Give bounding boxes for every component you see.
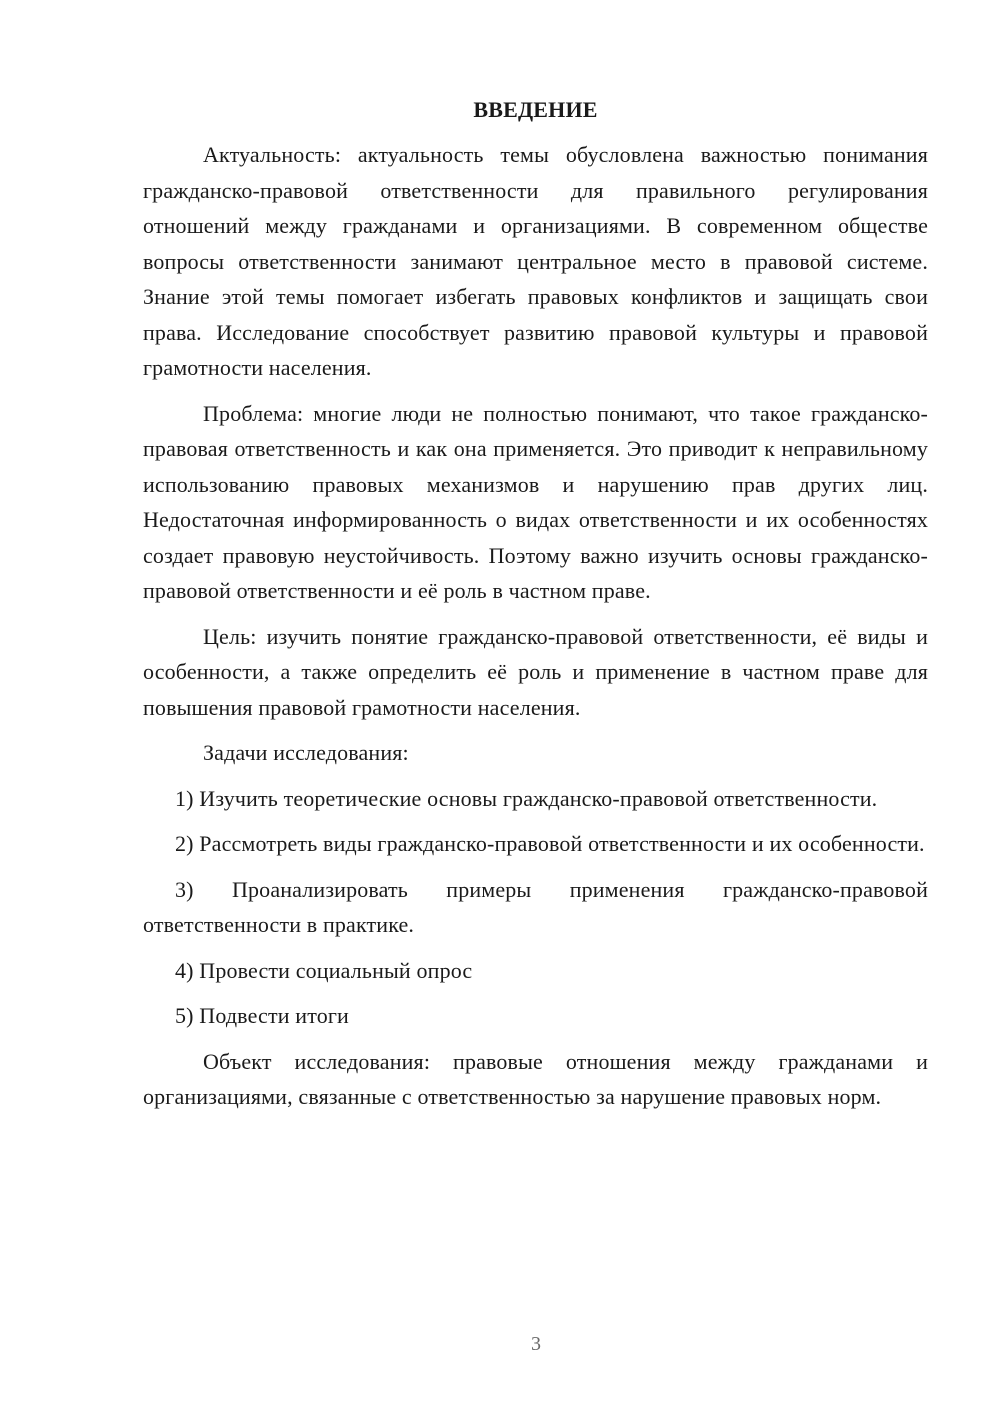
list-item: 3) Проанализировать примеры применения гражданско-правовой ответственности в практике. [143, 876, 928, 937]
list-item: 5) Подвести итоги [175, 1003, 349, 1028]
list-item: 4) Провести социальный опрос [175, 957, 473, 983]
tasks-list [143, 781, 928, 1034]
problem-paragraph: Проблема: многие люди не полностью понимают, что такое гражданско-правовая ответственность и как она применяется. Это приводит к неправильному использованию правовых механизмов и нарушению прав других лиц. Недостаточная информированность о видах ответственности и их особенностях создает правовую неустойчивость. Поэтому важно изучить основы гражданско-правовой ответственности и её роль в частном праве. [143, 400, 928, 603]
object-paragraph: Объект исследования: правовые отношения между гражданами и организациями, связанные с ответственностью за нарушение правовых норм. [143, 1048, 928, 1109]
relevance-paragraph: Актуальность: актуальность темы обусловлена важностью понимания гражданско-правовой ответственности для правильного регулирования отношений между гражданами и организациями. В современном обществе вопросы ответственности занимают центральное место в правовой системе. Знание этой темы помогает избегать правовых конфликтов и защищать свои права. Исследование способствует развитию правовой культуры и правовой грамотности населения. [143, 142, 928, 380]
list-item: 2) Рассмотреть виды гражданско-правовой ответственности и их особенности. [175, 831, 925, 856]
section-title: ВВЕДЕНИЕ [473, 97, 598, 122]
list-item: 1) Изучить теоретические основы гражданско-правовой ответственности. [175, 785, 878, 811]
page-number: 3 [531, 1333, 541, 1355]
document-page [143, 92, 928, 1125]
tasks-heading: Задачи исследования: [203, 740, 409, 765]
goal-paragraph: Цель: изучить понятие гражданско-правовой ответственности, её виды и особенности, а также определить её роль и применение в частном праве для повышения правовой грамотности населения. [143, 623, 928, 720]
